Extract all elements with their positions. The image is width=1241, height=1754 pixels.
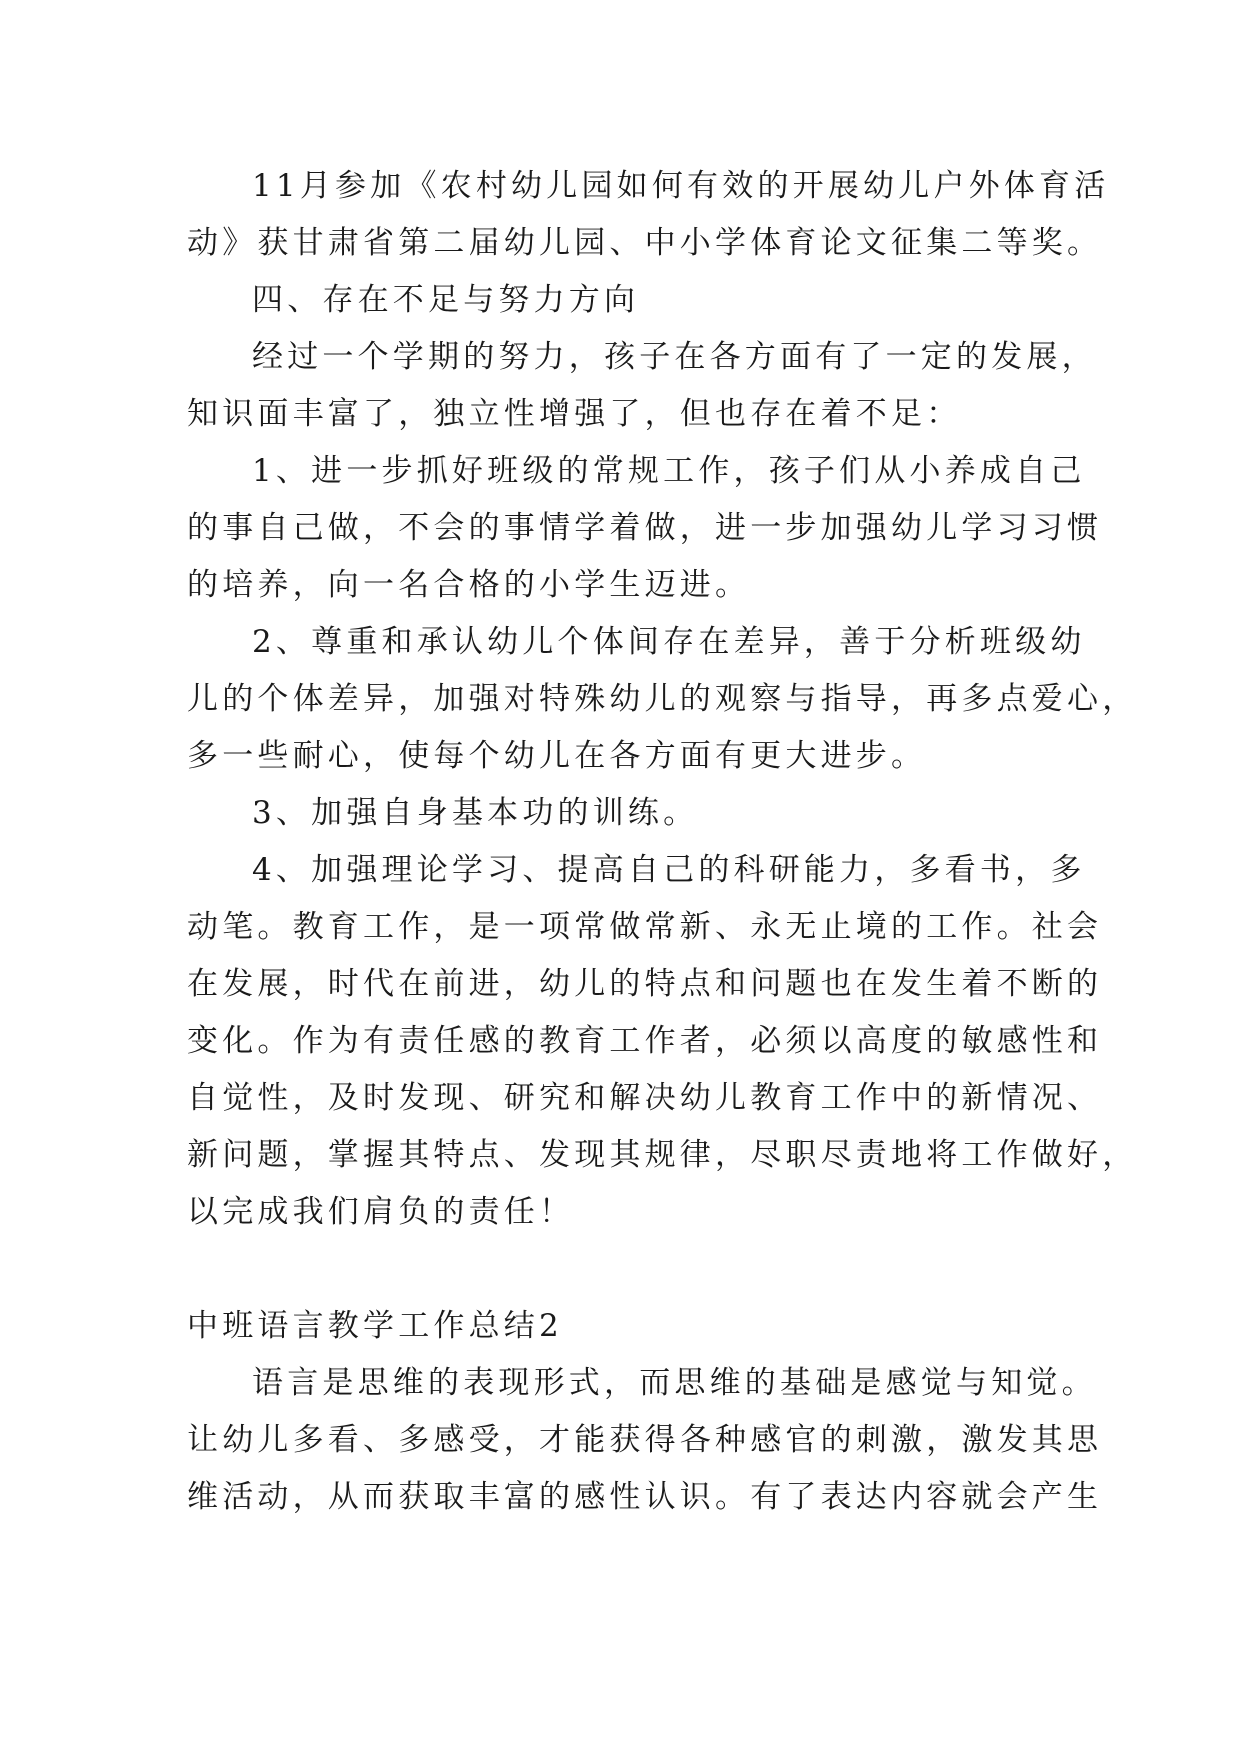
paragraph-line: 语言是思维的表现形式，而思维的基础是感觉与知觉。: [252, 1365, 1097, 1401]
list-item-line: 动笔。教育工作，是一项常做常新、永无止境的工作。社会: [187, 909, 1103, 945]
paragraph-line: 让幼儿多看、多感受，才能获得各种感官的刺激，激发其思: [187, 1422, 1103, 1458]
list-item-line: 2、尊重和承认幼儿个体间存在差异，善于分析班级幼: [252, 624, 1086, 660]
list-item-line: 多一些耐心，使每个幼儿在各方面有更大进步。: [187, 738, 927, 774]
section-heading: 四、存在不足与努力方向: [252, 282, 640, 318]
paragraph-line: 11月参加《农村幼儿园如何有效的开展幼儿户外体育活: [252, 168, 1110, 204]
list-item-line: 在发展，时代在前进，幼儿的特点和问题也在发生着不断的: [187, 966, 1103, 1002]
list-item-line: 3、加强自身基本功的训练。: [252, 795, 699, 831]
list-item-line: 新问题，掌握其特点、发现其规律，尽职尽责地将工作做好，: [187, 1137, 1138, 1173]
paragraph-line: 知识面丰富了，独立性增强了，但也存在着不足：: [187, 396, 962, 432]
list-item-line: 4、加强理论学习、提高自己的科研能力，多看书，多: [252, 852, 1086, 888]
document-subtitle: 中班语言教学工作总结2: [187, 1308, 563, 1344]
list-item-line: 儿的个体差异，加强对特殊幼儿的观察与指导，再多点爱心，: [187, 681, 1138, 717]
list-item-line: 自觉性，及时发现、研究和解决幼儿教育工作中的新情况、: [187, 1080, 1103, 1116]
list-item-line: 以完成我们肩负的责任！: [187, 1194, 575, 1230]
list-item-line: 的事自己做，不会的事情学着做，进一步加强幼儿学习习惯: [187, 510, 1103, 546]
list-item-line: 的培养，向一名合格的小学生迈进。: [187, 567, 751, 603]
paragraph-line: 动》获甘肃省第二届幼儿园、中小学体育论文征集二等奖。: [187, 225, 1103, 261]
list-item-line: 1、进一步抓好班级的常规工作，孩子们从小养成自己: [252, 453, 1086, 489]
paragraph-line: 维活动，从而获取丰富的感性认识。有了表达内容就会产生: [187, 1479, 1103, 1515]
list-item-line: 变化。作为有责任感的教育工作者，必须以高度的敏感性和: [187, 1023, 1103, 1059]
paragraph-line: 经过一个学期的努力，孩子在各方面有了一定的发展，: [252, 339, 1097, 375]
